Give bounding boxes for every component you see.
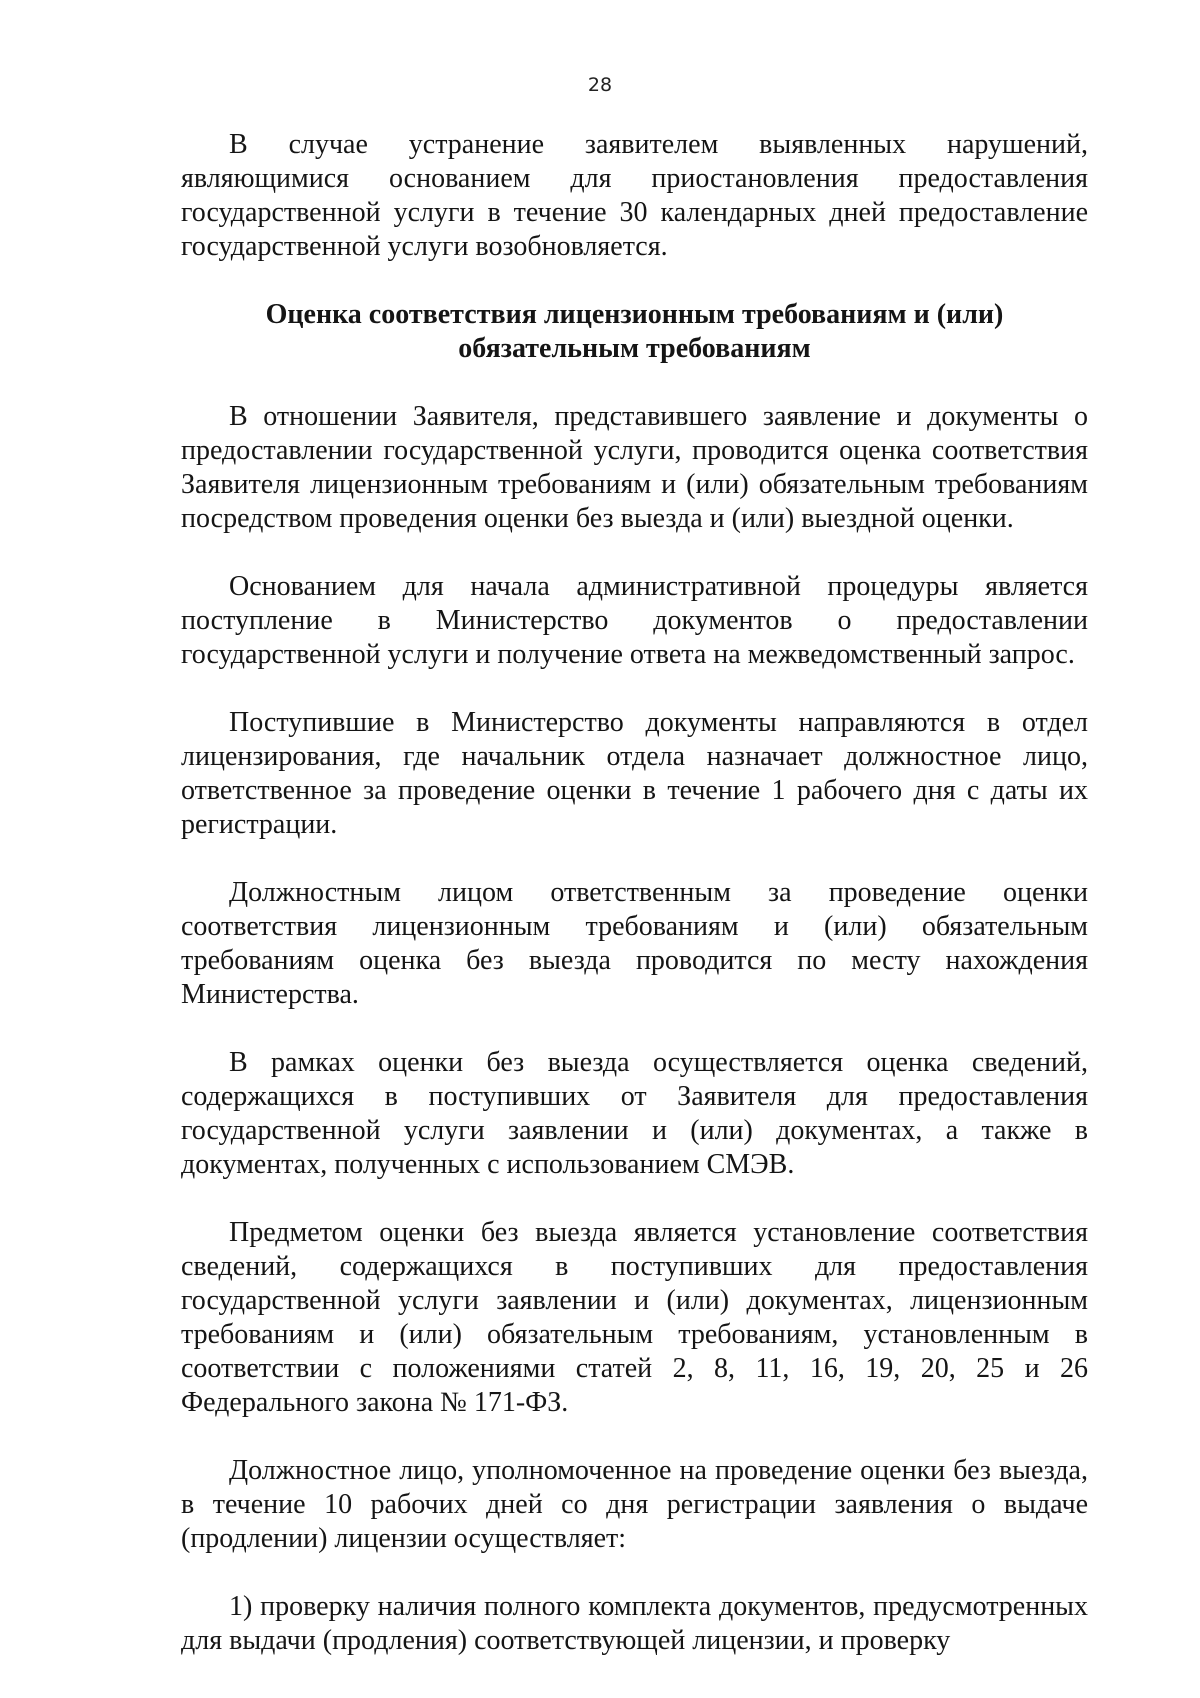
paragraph-assessment-subject: Предметом оценки без выезда является установление соответствия сведений, содержащихся в поступивших для предоставления государственной услуги заявлении и (или) документах, лицензионным требованиям и (или) обязательным требованиям, установленным в соответствии с положениями статей 2, 8, 11, 16, 19, 20, 25 и 26 Федерального закона № 171-ФЗ. (181, 1217, 1088, 1418)
paragraph-assessment-scope: В отношении Заявителя, представившего заявление и документы о предоставлении государственной услуги, проводится оценка соответствия Заявителя лицензионным требованиям и (или) обязательным требованиям посредством проведения оценки без выезда и (или) выездной оценки. (181, 401, 1088, 534)
paragraph-official-duties: Должностное лицо, уполномоченное на проведение оценки без выезда, в течение 10 рабочих дней со дня регистрации заявления о выдаче (продлении) лицензии осуществляет: (181, 1455, 1088, 1554)
paragraph-assessment-content: В рамках оценки без выезда осуществляется оценка сведений, содержащихся в поступивших от Заявителя для предоставления государственной услуги заявлении и (или) документах, а также в документах, полученных с использованием СМЭВ. (181, 1047, 1088, 1180)
document-body (181, 128, 1088, 1658)
page-number: 28 (587, 74, 613, 96)
paragraph-document-routing: Поступившие в Министерство документы направляются в отдел лицензирования, где начальник отдела назначает должностное лицо, ответственное за проведение оценки в течение 1 рабочего дня с даты их регистрации. (181, 707, 1088, 840)
section-heading (181, 298, 1088, 366)
paragraph-resumption: В случае устранение заявителем выявленных нарушений, являющимися основанием для приостановления предоставления государственной услуги в течение 30 календарных дней предоставление государственной услуги возобновляется. (181, 129, 1088, 262)
paragraph-assessment-location: Должностным лицом ответственным за проведение оценки соответствия лицензионным требованиям и (или) обязательным требованиям оценка без выезда проводится по месту нахождения Министерства. (181, 877, 1088, 1010)
paragraph-procedure-basis: Основанием для начала административной процедуры является поступление в Министерство документов о предоставлении государственной услуги и получение ответа на межведомственный запрос. (181, 571, 1088, 670)
paragraph-list-item-1: 1) проверку наличия полного комплекта документов, предусмотренных для выдачи (продления) соответствующей лицензии, и проверку (181, 1591, 1088, 1656)
section-heading-line-2: обязательным требованиям (458, 333, 811, 364)
section-heading-line-1: Оценка соответствия лицензионным требованиям и (или) (265, 299, 1004, 330)
